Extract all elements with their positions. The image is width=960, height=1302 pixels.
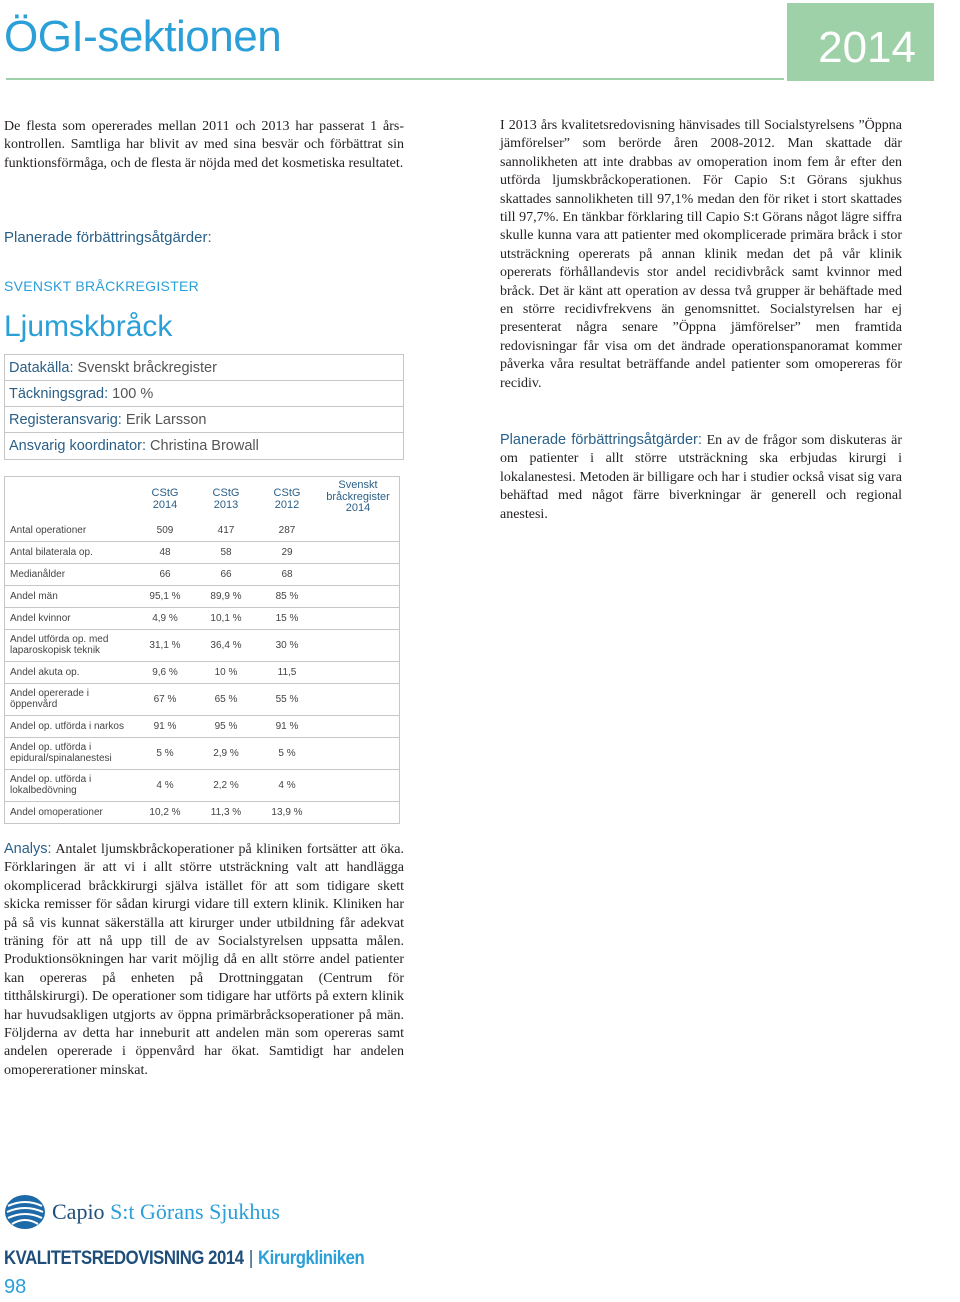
table-row [4, 520, 400, 542]
table-row [4, 542, 400, 564]
table-cell: 48 [159, 547, 171, 558]
table-cell: 29 [281, 547, 293, 558]
row-label: Andel akuta op. [10, 666, 80, 678]
row-label: Andel utförda op. med laparoskopisk teknik [10, 634, 109, 656]
table-row [4, 716, 400, 738]
table-cell: 68 [281, 569, 293, 580]
row-label: Antal bilaterala op. [10, 546, 93, 558]
row-label: Medianålder [10, 568, 66, 580]
table-cell: 9,6 % [152, 667, 178, 678]
right-paragraph: I 2013 års kvalitetsredovisning hänvisades till Socialstyrelsens ”Öppna jämförelser” som berörde åren 2008-2012. Man skattade där sannolikheten att inte drabbas av omoperation inom fem år efter den utförda ljumskbråckoperationen. För Capio S:t Görans sjukhus skattades sannolikheten till 97,1% medan den för riket i stort skattades till 97,7%. En tänkbar förklaring till Capio S:t Görans något lägre siffra skulle kunna vara att patienter med okomplicerade primära bråck i stor utsträckning opererats på annan klinik medan det på vår klinik opererats förhållandevis stor andel recidivbråck samt kvinnor med bråck. Det är känt att operation av dessa två grupper är behäftade med en större recidivfrekvens än genomsnittet. Socialstyrelsen har ej presenterat några senare ”Öppna jämförelser” men framtida redovisningar får visa om det ändrade operationspanoramat kommer påverka våra resultat beträffande andel patienter som omopereras för recidiv. [500, 118, 902, 391]
table-cell: 11,3 % [210, 807, 242, 818]
table-row [4, 738, 400, 770]
register-label: SVENSKT BRÅCKREGISTER [4, 278, 200, 294]
table-cell: 89,9 % [210, 591, 242, 602]
table-cell: 10,1 % [210, 613, 242, 624]
table-cell: 30 % [275, 640, 299, 651]
table-row [4, 608, 400, 630]
table-cell: 13,9 % [271, 807, 303, 818]
table-cell: 509 [156, 525, 174, 536]
row-label: Andel omoperationer [10, 806, 103, 818]
table-row [4, 802, 400, 824]
table-cell: 4 % [156, 780, 174, 791]
table-cell: 66 [220, 569, 232, 580]
table-cell: 2,9 % [213, 748, 239, 759]
table-cell: 10 % [214, 667, 238, 678]
table-cell: 31,1 % [149, 640, 181, 651]
row-label: Andel op. utförda i narkos [10, 720, 124, 732]
col-header-2014: CStG 2014 [151, 487, 179, 511]
capio-logo-icon [4, 1194, 46, 1235]
table-cell: 58 [220, 547, 232, 558]
info-row-coverage: Täckningsgrad: 100 % [5, 381, 403, 407]
row-label: Andel op. utförda i epidural/spinalanestesi [10, 742, 112, 764]
table-cell: 66 [159, 569, 171, 580]
planned-right-paragraph: Planerade förbättringsåtgärder: En av de frågor som diskuteras är om patienter i allt större utsträckning ska erbjudas kirurgi i lokalanestesi. Metoden är billigare och har i studier också visat sig vara behäftad med något färre biverkningar är generell och regional anestesi. [500, 432, 902, 522]
table-cell: 95 % [214, 721, 238, 732]
table-cell: 95,1 % [149, 591, 181, 602]
page-title: ÖGI-sektionen [4, 12, 282, 61]
analysis-paragraph: Analys: Antalet ljumskbråckoperationer på kliniken fortsätter att öka. Förklaringen är att vi i allt större utsträckning valt att handlägga okomplicerad bråckkirurgi själva istället för att som tidigare skett skicka remisser för sådan kirurgi vidare till extern klinik. Kliniken har på så vis kunnat säkerställa att kirurger under utbildning får adekvat träning för att nå upp till de av Socialstyrelsen uppsatta målen. Produktionsökningen har varit möjlig då en allt större andel patienter kan opereras på enheten på Drottninggatan (Centrum för titthålskirurgi). De operationer som tidigare har utförts på extern klinik har huvudsakligen utgjorts av öppna primärbråcksoperationer på män. Följderna av detta har inneburit att andelen män som opereras samt andelen opererade i öppenvård har ökat. Samtidigt har andelen omopererationer minskat. [4, 841, 404, 1078]
table-cell: 11,5 [277, 667, 297, 678]
table-cell: 36,4 % [210, 640, 242, 651]
report-footer: KVALITETSREDOVISNING 2014 | Kirurgkliniken [4, 1248, 365, 1269]
table-row [4, 586, 400, 608]
table-row [4, 662, 400, 684]
table-row [4, 564, 400, 586]
section-title: Ljumskbråck [4, 310, 173, 343]
page-number: 98 [4, 1276, 27, 1298]
table-cell: 91 % [275, 721, 299, 732]
year-label: 2014 [818, 23, 916, 72]
table-cell: 67 % [153, 694, 177, 705]
hospital-name: Capio S:t Görans Sjukhus [52, 1199, 280, 1224]
planned-heading: Planerade förbättringsåtgärder: [4, 229, 212, 246]
table-cell: 4,9 % [152, 613, 178, 624]
table-cell: 4 % [278, 780, 296, 791]
statistics-table [4, 476, 400, 824]
row-label: Andel opererade i öppenvård [10, 688, 89, 710]
table-cell: 2,2 % [213, 780, 239, 791]
table-row [4, 770, 400, 802]
table-cell: 10,2 % [149, 807, 181, 818]
intro-paragraph: De flesta som opererades mellan 2011 och 2013 har passerat 1 års-kontrollen. Samtliga har blivit av med sina besvär och förbättrat sin funktionsförmåga, och de flesta är nöjda med det kosmetiska resultatet. [4, 119, 404, 171]
table-cell: 5 % [156, 748, 174, 759]
year-box [787, 3, 934, 81]
table-cell: 417 [217, 525, 235, 536]
col-header-2013: CStG 2013 [212, 487, 240, 511]
info-row-coordinator: Ansvarig koordinator: Christina Browall [9, 438, 259, 454]
table-cell: 65 % [214, 694, 238, 705]
row-label: Andel män [10, 590, 58, 602]
row-label: Andel kvinnor [10, 612, 71, 624]
table-cell: 91 % [153, 721, 177, 732]
header-rule [6, 78, 784, 80]
register-info-box [4, 354, 404, 460]
table-cell: 5 % [278, 748, 296, 759]
table-row [4, 684, 400, 716]
col-header-national: Svenskt bråckregister 2014 [326, 479, 390, 514]
table-row [4, 630, 400, 662]
table-cell: 55 % [275, 694, 299, 705]
table-cell: 85 % [275, 591, 299, 602]
table-cell: 287 [278, 525, 296, 536]
info-row-registrar: Registeransvarig: Erik Larsson [5, 407, 403, 433]
col-header-2012: CStG 2012 [273, 487, 301, 511]
info-row-datasource: Datakälla: Svenskt bråckregister [5, 355, 403, 381]
row-label: Antal operationer [10, 524, 87, 536]
row-label: Andel op. utförda i lokalbedövning [10, 774, 92, 796]
table-cell: 15 % [275, 613, 299, 624]
